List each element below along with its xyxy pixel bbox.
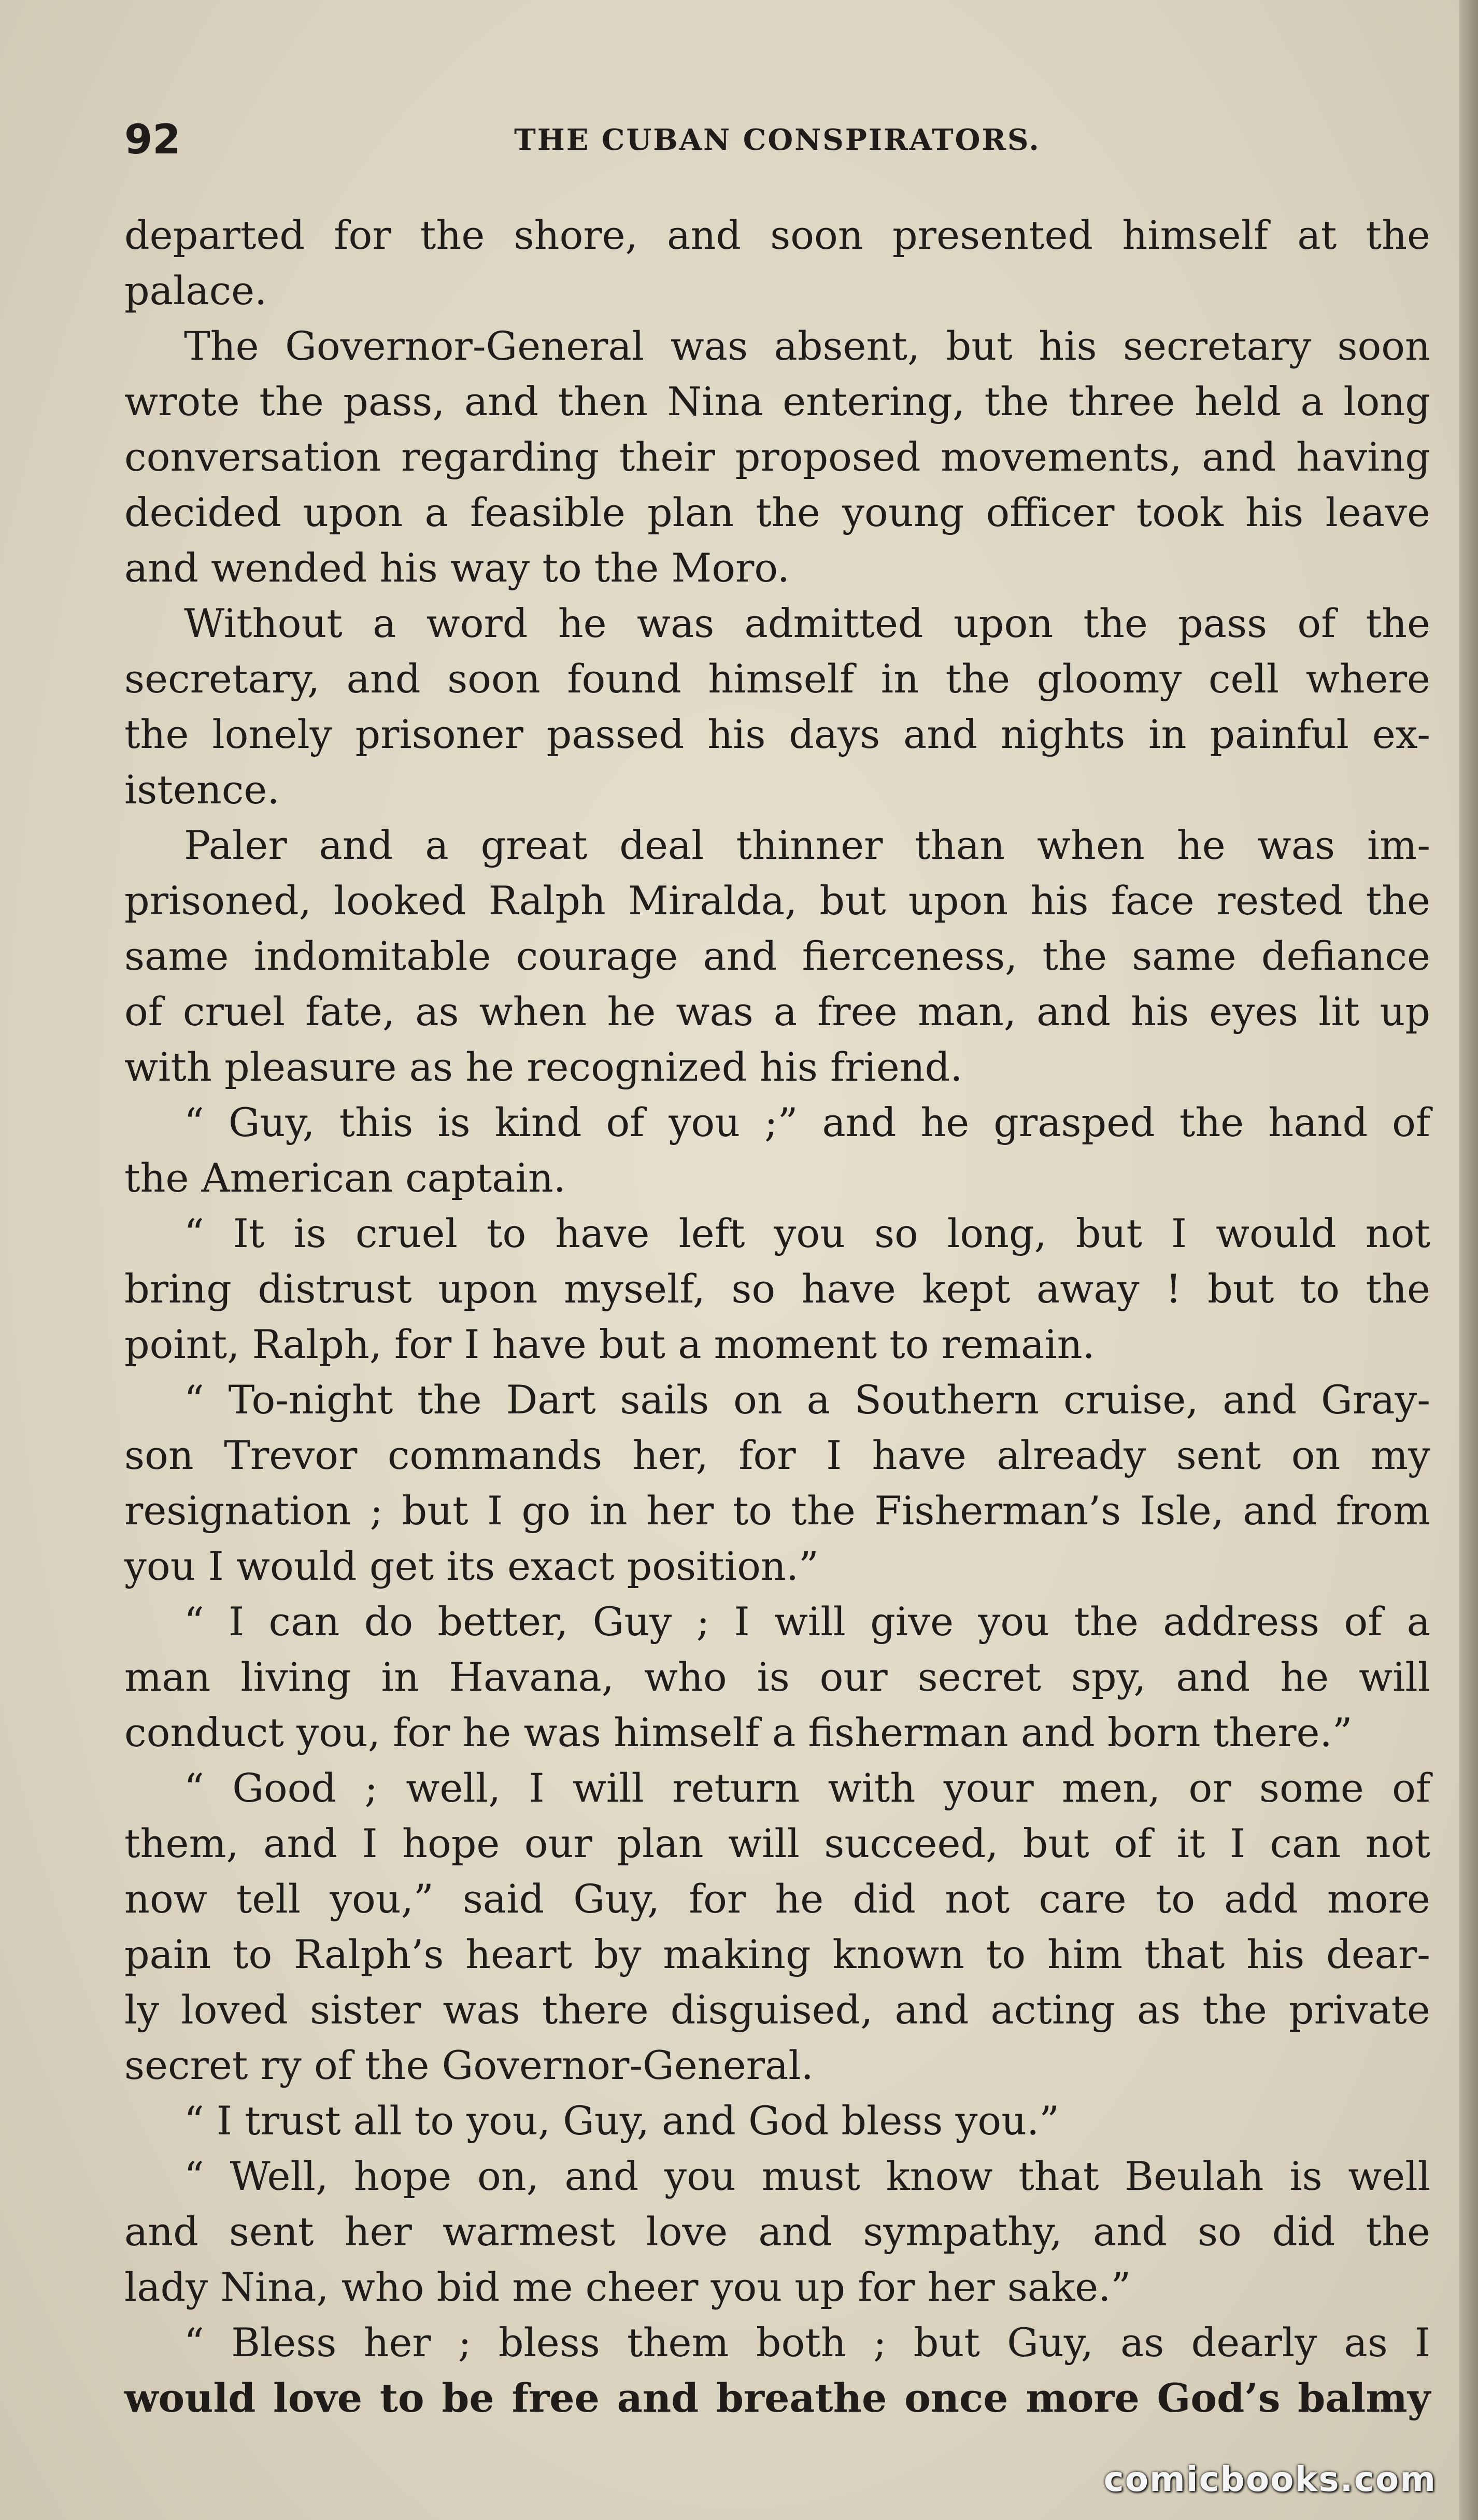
text-line: conversation regarding their proposed movements, and having	[124, 434, 1430, 480]
text-line: bring distrust upon myself, so have kept away ! but to the	[124, 1266, 1430, 1312]
text-line: decided upon a feasible plan the young officer took his leave	[124, 489, 1430, 535]
text-line: son Trevor commands her, for I have already sent on my	[124, 1432, 1430, 1478]
text-line: you I would get its exact position.”	[124, 1543, 819, 1589]
text-line: resignation ; but I go in her to the Fisherman’s Isle, and from	[124, 1488, 1430, 1534]
text-line: man living in Havana, who is our secret spy, and he will	[124, 1654, 1430, 1700]
text-line: ly loved sister was there disguised, and acting as the private	[124, 1987, 1430, 2033]
text-line: departed for the shore, and soon presented himself at the	[124, 212, 1430, 258]
text-line: lady Nina, who bid me cheer you up for her sake.”	[124, 2264, 1131, 2310]
text-line: of cruel fate, as when he was a free man, and his eyes lit up	[124, 988, 1430, 1035]
text-line: wrote the pass, and then Nina entering, the three held a long	[124, 378, 1430, 424]
text-line: “ It is cruel to have left you so long, but I would not	[184, 1210, 1430, 1256]
text-line: and wended his way to the Moro.	[124, 545, 790, 591]
text-line: pain to Ralph’s heart by making known to him that his dear-	[124, 1931, 1430, 1977]
text-line: would love to be free and breathe once more God’s balmy	[124, 2375, 1430, 2421]
text-line: palace.	[124, 267, 267, 314]
page-number: 92	[124, 117, 181, 163]
text-line: and sent her warmest love and sympathy, and so did the	[124, 2208, 1430, 2255]
text-line: “ I can do better, Guy ; I will give you the address of a	[184, 1598, 1430, 1645]
running-title: THE CUBAN CONSPIRATORS.	[514, 123, 1041, 157]
watermark: comicbooks.com	[1103, 2459, 1437, 2499]
text-line: secretary, and soon found himself in the gloomy cell where	[124, 656, 1430, 702]
text-line: Paler and a great deal thinner than when he was im-	[184, 822, 1430, 868]
text-line: “ Bless her ; bless them both ; but Guy, as dearly as I	[184, 2319, 1430, 2366]
text-line: now tell you,” said Guy, for he did not care to add more	[124, 1876, 1430, 1922]
running-head	[124, 117, 1430, 163]
body-text	[124, 207, 1430, 2426]
text-line: point, Ralph, for I have but a moment to remain.	[124, 1321, 1095, 1367]
text-line: prisoned, looked Ralph Miralda, but upon his face rested the	[124, 877, 1430, 924]
text-line: them, and I hope our plan will succeed, but of it I can not	[124, 1820, 1430, 1866]
text-line: the lonely prisoner passed his days and nights in painful ex-	[124, 711, 1430, 757]
text-line: istence.	[124, 767, 280, 813]
text-line: “ Guy, this is kind of you ;” and he grasped the hand of	[184, 1099, 1430, 1145]
page-edge	[1459, 0, 1478, 2520]
text-line: the American captain.	[124, 1155, 566, 1201]
text-line: “ I trust all to you, Guy, and God bless you.”	[184, 2098, 1060, 2144]
text-line: “ Good ; well, I will return with your men, or some of	[184, 1765, 1430, 1811]
text-line: same indomitable courage and fierceness, the same defiance	[124, 933, 1430, 979]
text-line: Without a word he was admitted upon the pass of the	[184, 600, 1430, 646]
text-line: with pleasure as he recognized his friend.	[124, 1044, 963, 1090]
text-line: The Governor-General was absent, but his secretary soon	[184, 323, 1430, 369]
text-line: conduct you, for he was himself a fisherman and born there.”	[124, 1709, 1353, 1755]
text-line: “ To-night the Dart sails on a Southern cruise, and Gray-	[184, 1377, 1430, 1423]
text-line: secret ry of the Governor-General.	[124, 2042, 814, 2088]
text-line: “ Well, hope on, and you must know that Beulah is well	[184, 2153, 1430, 2199]
